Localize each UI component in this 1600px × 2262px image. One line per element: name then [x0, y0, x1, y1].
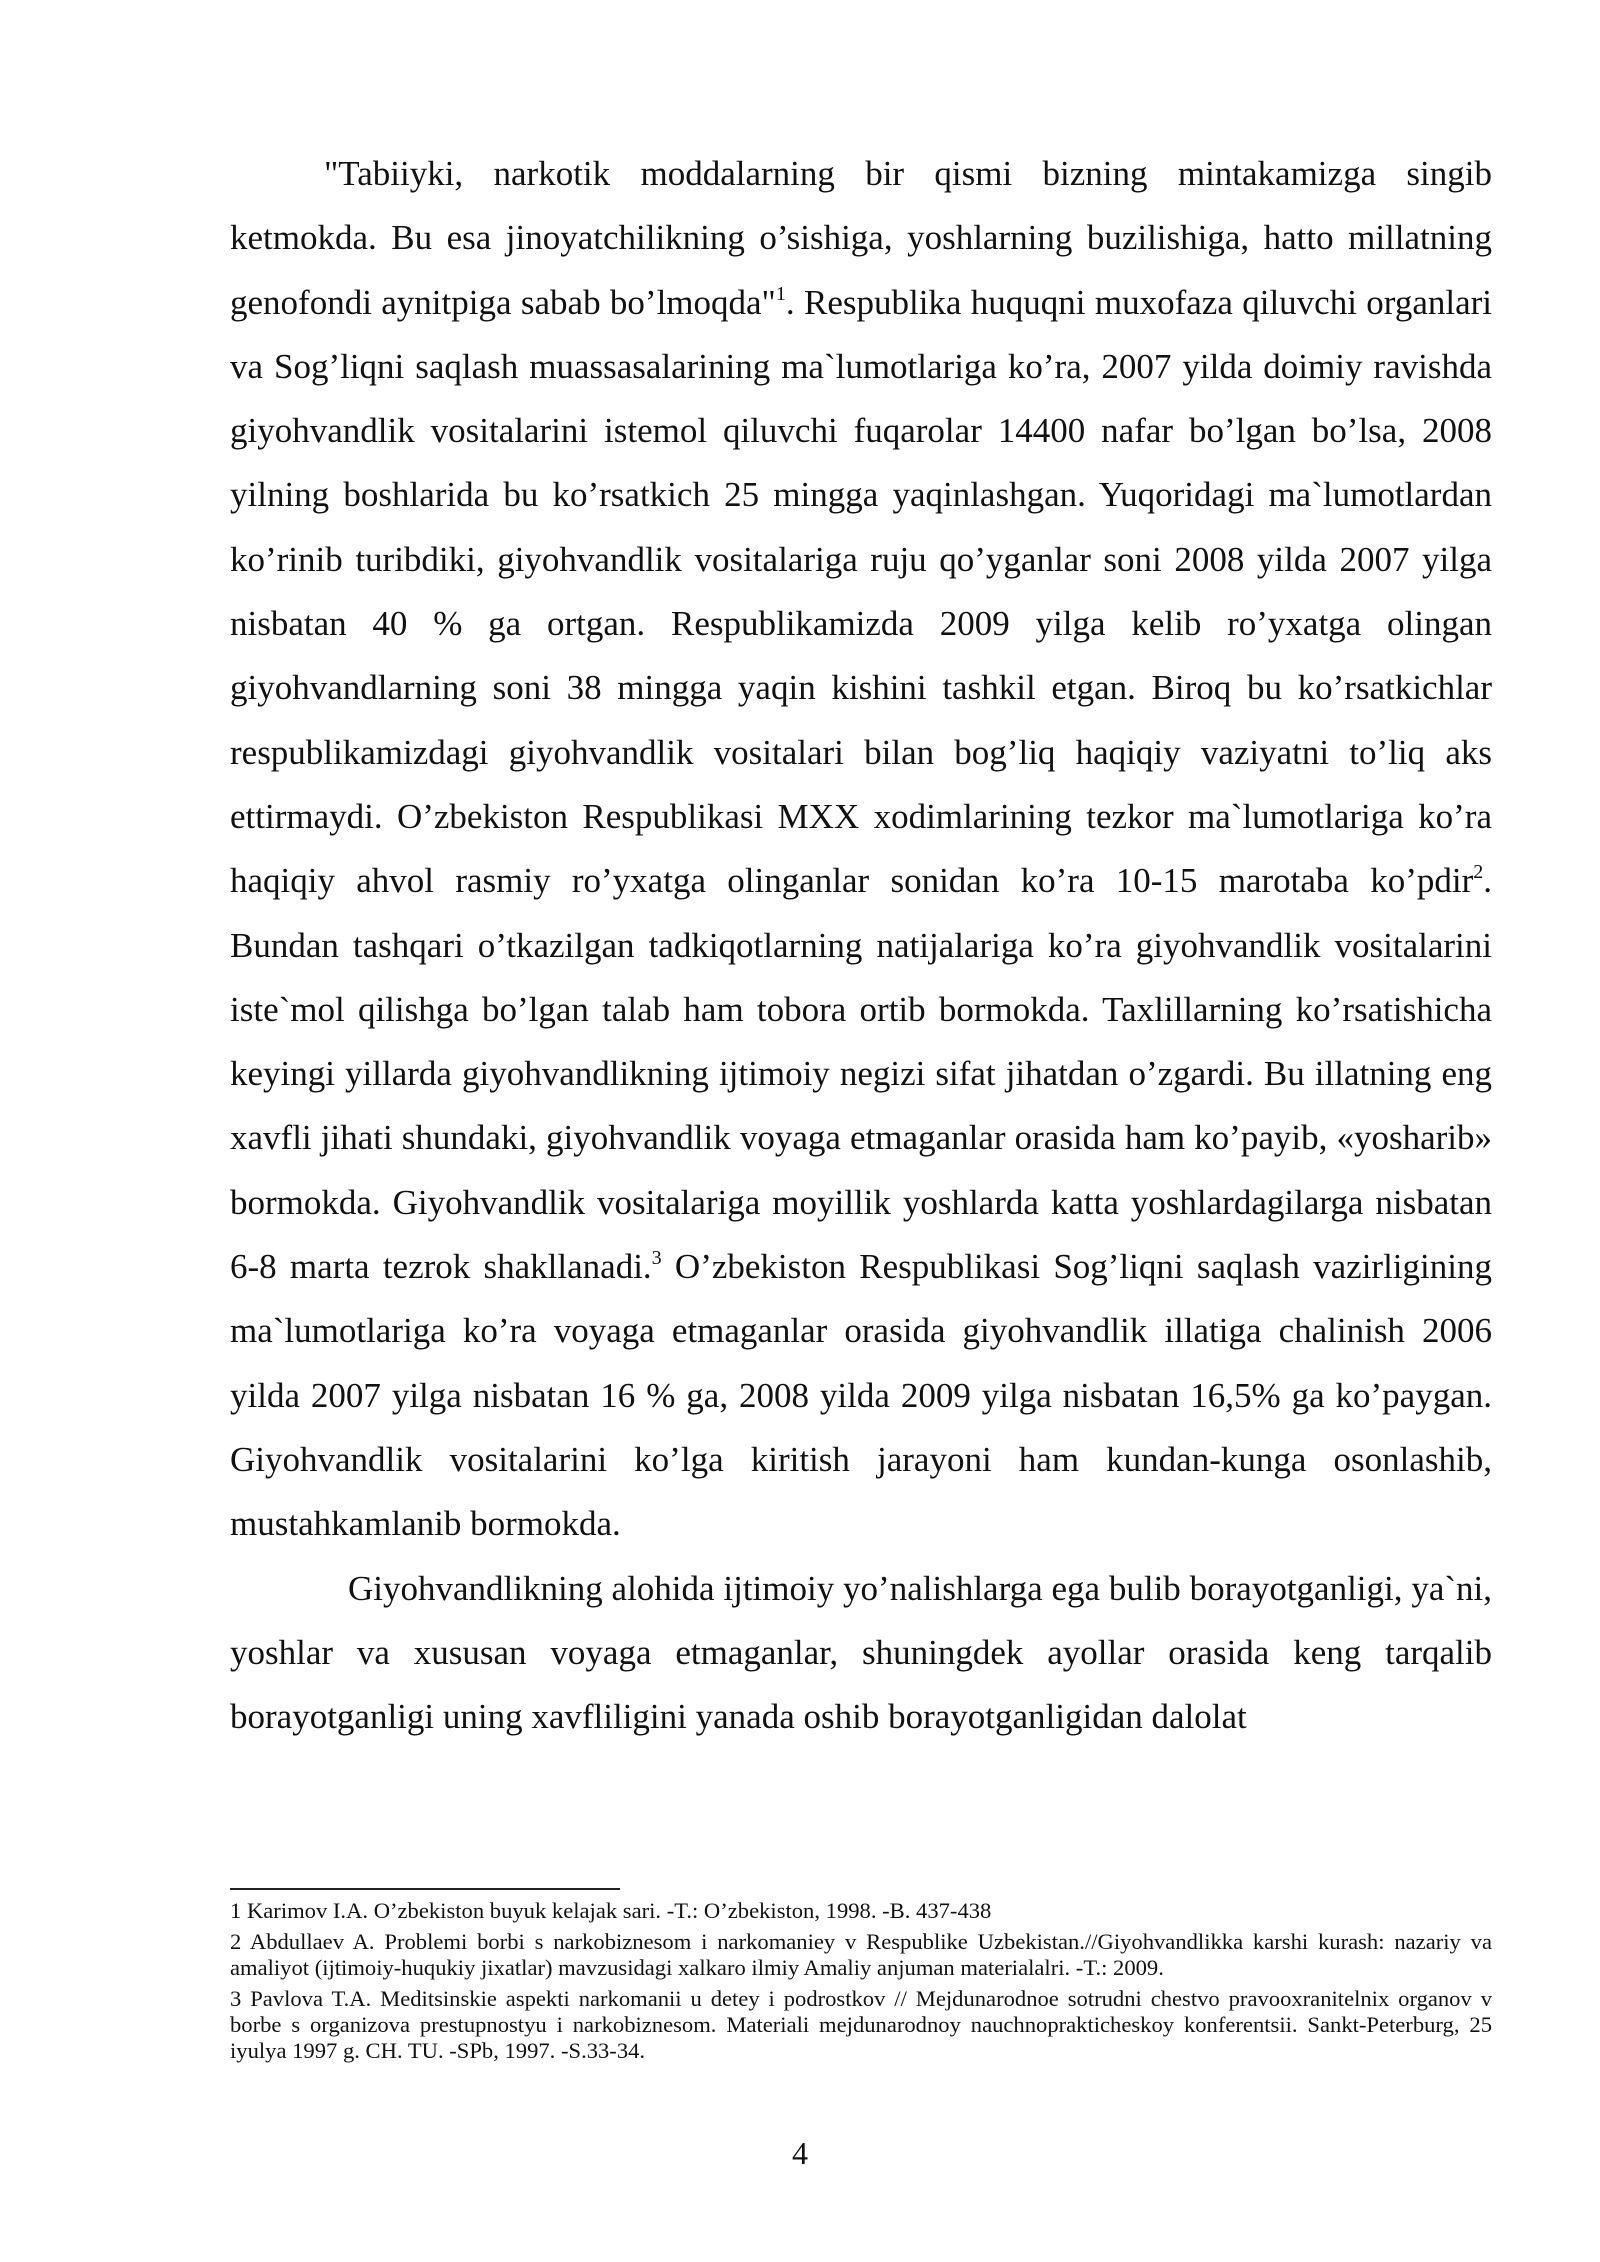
paragraph-1-part-1: "Tabiiyki, narkotik moddalarning bir qismi bizning mintakamizga singib ketmokda. Bu esa jinoyatchilikning o’sishiga, yoshlarning buzilishiga, hatto millatning genofondi aynitpiga sabab bo’lmoqda"	[230, 154, 1492, 322]
paragraph-1-part-4: O’zbekiston Respublikasi Sog’liqni saqlash vazirligining ma`lumotlariga ko’ra voyaga etmaganlar orasida giyohvandlik illatiga chalinish 2006 yilda 2007 yilga nisbatan 16 % ga, 2008 yilda 2009 yilga nisbatan 16,5% ga ko’paygan. Giyohvandlik vositalarini ko’lga kiritish jarayoni ham kundan-kunga osonlashib, mustahkamlanib bormokda.	[230, 1247, 1492, 1544]
footnote-1: 1 Karimov I.A. O’zbekiston buyuk kelajak sari. -T.: O’zbekiston, 1998. -B. 437-438	[230, 1898, 992, 1923]
footnotes	[230, 1898, 1492, 2069]
paragraph-1-part-2: . Respublika huquqni muxofaza qiluvchi organlari va Sog’liqni saqlash muassasalarining ma`lumotlariga ko’ra, 2007 yilda doimiy ravishda giyohvandlik vositalarini istemol qiluvchi fuqarolar 14400 nafar bo’lgan bo’lsa, 2008 yilning boshlarida bu ko’rsatkich 25 mingga yaqinlashgan. Yuqoridagi ma`lumotlardan ko’rinib turibdiki, giyohvandlik vositalariga ruju qo’yganlar soni 2008 yilda 2007 yilga nisbatan 40 % ga ortgan. Respublikamizda 2009 yilga kelib ro’yxatga olingan giyohvandlarning soni 38 mingga yaqin kishini tashkil etgan. Biroq bu ko’rsatkichlar respublikamizdagi giyohvandlik vositalari bilan bog’liq haqiqiy vaziyatni to’liq aks ettirmaydi. O’zbekiston Respublikasi MXX xodimlarining tezkor ma`lumotlariga ko’ra haqiqiy ahvol rasmiy ro’yxatga olinganlar sonidan ko’ra 10-15 marotaba ko’pdir	[230, 282, 1492, 901]
footnote-ref-2: 2	[1473, 861, 1484, 884]
footnote-2: 2 Abdullaev A. Problemi borbi s narkobiznesom i narkomaniey v Respublike Uzbekistan.//Giyohvandlikka karshi kurash: nazariy va amaliyot (ijtimoiy-huqukiy jixatlar) mavzusidagi xalkaro ilmiy Amaliy anjuman materialalri. -T.: 2009.	[230, 1929, 1492, 1980]
body-text	[230, 142, 1492, 1749]
footnote-separator	[230, 1888, 620, 1890]
footnote-3: 3 Pavlova T.A. Meditsinskie aspekti narkomanii u detey i podrostkov // Mejdunarodnoe sotrudni chestvo pravooxranitelnix organov v borbe s organizova prestupnostyu i narkobiznesom. Materiali mejdunarodnoy nauchnoprakticheskoy konferentsii. Sankt-Peterburg, 25 iyulya 1997 g. CH. TU. -SPb, 1997. -S.33-34.	[230, 1986, 1492, 2063]
footnote-ref-1: 1	[775, 282, 786, 305]
paragraph-1-part-3: . Bundan tashqari o’tkazilgan tadkiqotlarning natijalariga ko’ra giyohvandlik vositalarini iste`mol qilishga bo’lgan talab ham tobora ortib bormokda. Taxlillarning ko’rsatishicha keyingi yillarda giyohvandlikning ijtimoiy negizi sifat jihatdan o’zgardi. Bu illatning eng xavfli jihati shundaki, giyohvandlik voyaga etmaganlar orasida ham ko’payib, «yosharib» bormokda. Giyohvandlik vositalariga moyillik yoshlarda katta yoshlardagilarga nisbatan 6-8 marta tezrok shakllanadi.	[230, 861, 1492, 1287]
footnote-ref-3: 3	[651, 1247, 662, 1270]
paragraph-1	[230, 142, 1492, 1557]
paragraph-2: Giyohvandlikning alohida ijtimoiy yo’nalishlarga ega bulib borayotganligi, ya`ni, yoshlar va xususan voyaga etmaganlar, shuningdek ayollar orasida keng tarqalib borayotganligi uning xavfliligini yanada oshib borayotganligidan dalolat	[230, 1568, 1492, 1737]
page-number: 4	[792, 2135, 808, 2171]
